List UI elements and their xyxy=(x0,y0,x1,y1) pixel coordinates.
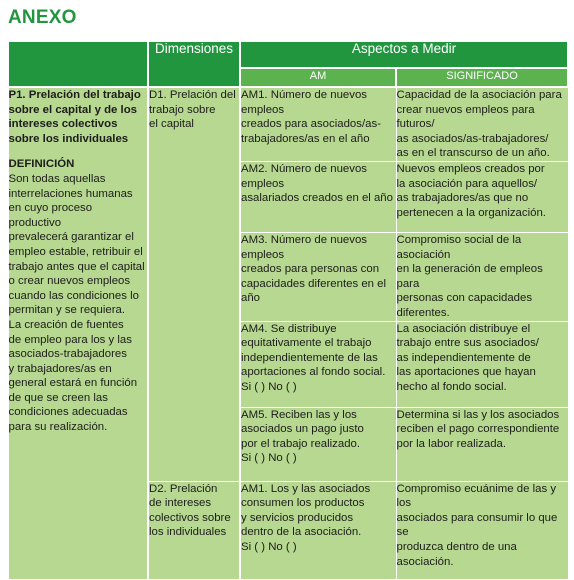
header-dimensions: Dimensiones xyxy=(148,41,240,87)
annex-table xyxy=(7,40,569,580)
header-aspects: Aspectos a Medir xyxy=(240,41,568,68)
significado-cell: Compromiso social de la asociación en la generación de empleos para personas con capacidades diferentes. xyxy=(396,232,568,321)
definition-label: DEFINICIÓN xyxy=(8,158,75,171)
am-cell: AM4. Se distribuye equitativamente el trabajo independientemente de las aportaciones al fondo social. Si ( ) No ( ) xyxy=(240,321,396,407)
am-cell: AM5. Reciben las y los asociados un pago justo por el trabajo realizado. Si ( ) No ( ) xyxy=(240,407,396,481)
header-empty-cell xyxy=(8,41,148,87)
am-cell: AM3. Número de nuevos empleos creados para personas con capacidades diferentes en el año xyxy=(240,232,396,321)
header-significado: SIGNIFICADO xyxy=(396,68,568,87)
definition-text: Son todas aquellas interrelaciones humanas en cuyo proceso productivo prevalecerá garantizar el empleo estable, retribuir el trabajo antes que el capital o crear nuevos empleos cuando las condiciones lo permitan y se requiera. La creación de fuentes de empleo para los y las asociados-trabajadores y trabajadores/as en general estará en función de que se creen las condiciones adecuadas para su realización. xyxy=(8,172,145,434)
page-title: ANEXO xyxy=(8,7,77,28)
header-am: AM xyxy=(240,68,396,87)
principle-title: P1. Prelación del trabajo sobre el capital y de los intereses colectivos sobre los individuales xyxy=(8,89,141,145)
significado-cell: Compromiso ecuánime de las y los asociados para consumir lo que se produzca dentro de una asociación. xyxy=(396,481,568,579)
dimension-d1: D1. Prelación del trabajo sobre el capital xyxy=(148,87,240,481)
am-cell: AM1. Número de nuevos empleos creados para asociados/as- trabajadores/as en el año xyxy=(240,87,396,161)
significado-cell: Nuevos empleos creados por la asociación para aquellos/ as trabajadores/as que no pertenecen a la organización. xyxy=(396,161,568,232)
significado-cell: Capacidad de la asociación para crear nuevos empleos para futuros/ as asociados/as-trabajadores/ as en el transcurso de un año. xyxy=(396,87,568,161)
am-cell: AM1. Los y las asociados consumen los productos y servicios producidos dentro de la asociación. Si ( ) No ( ) xyxy=(240,481,396,579)
principle-cell xyxy=(8,87,148,579)
significado-cell: Determina si las y los asociados reciben el pago correspondiente por la labor realizada. xyxy=(396,407,568,481)
significado-cell: La asociación distribuye el trabajo entre sus asociados/ as independientemente de las aportaciones que hayan hecho al fondo social. xyxy=(396,321,568,407)
am-cell: AM2. Número de nuevos empleos asalariados creados en el año xyxy=(240,161,396,232)
dimension-d2: D2. Prelación de intereses colectivos sobre los individuales xyxy=(148,481,240,579)
